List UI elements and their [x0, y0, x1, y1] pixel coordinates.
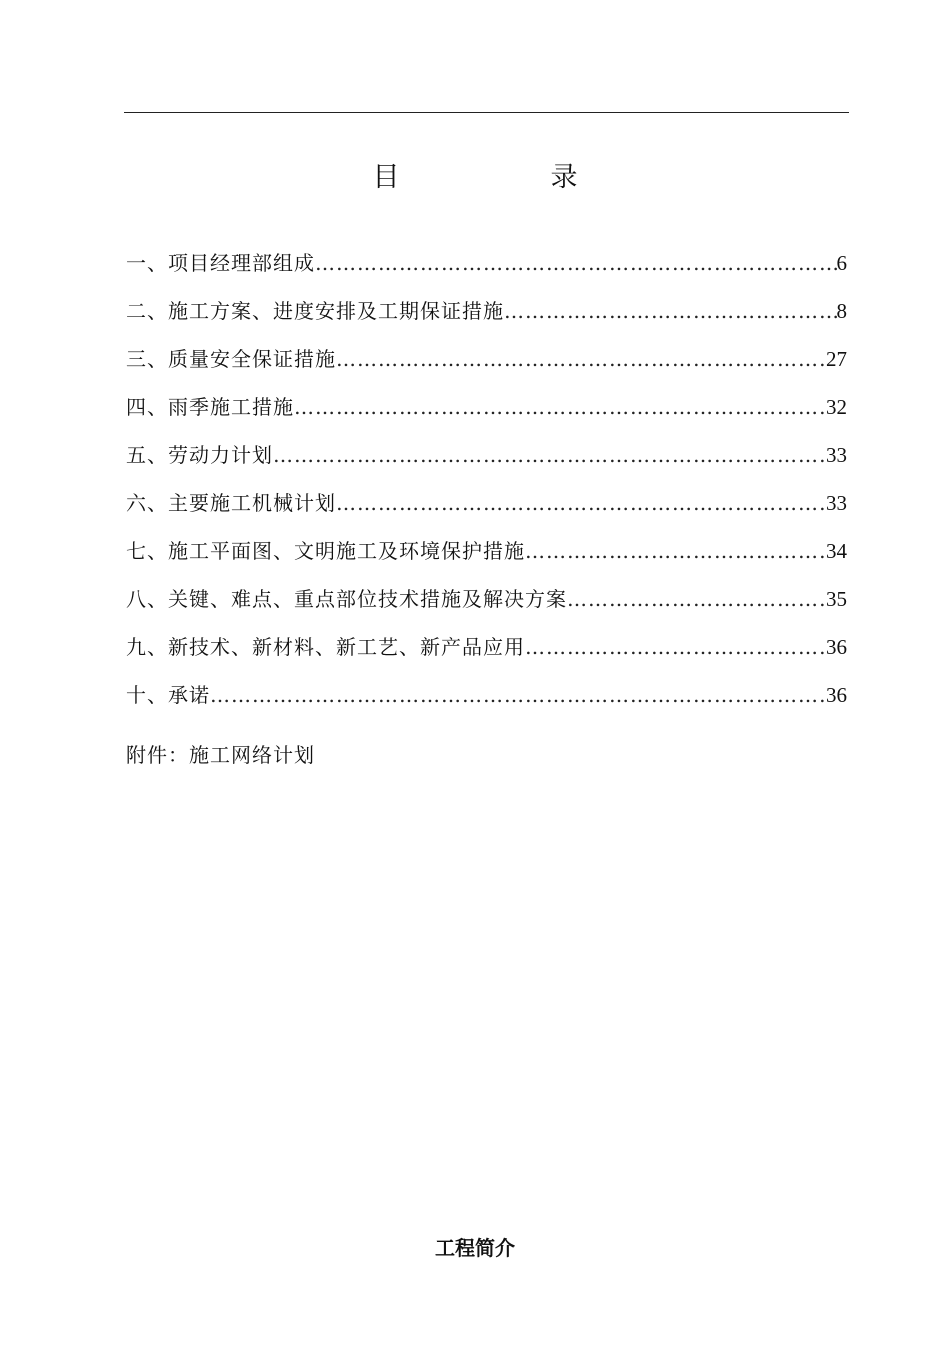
toc-entry[interactable] — [126, 291, 847, 339]
toc-entry-page: 36 — [826, 635, 847, 659]
toc-entry-page: 33 — [826, 491, 847, 515]
toc-dot-leader — [315, 243, 837, 283]
toc-appendix: 附件：施工网络计划 — [126, 743, 315, 767]
toc-dot-leader — [504, 291, 837, 331]
toc-entry[interactable] — [126, 531, 847, 579]
toc-entry[interactable] — [126, 243, 847, 291]
toc-entry-page: 33 — [826, 443, 847, 467]
toc-entry-label: 八、关键、难点、重点部位技术措施及解决方案 — [126, 587, 567, 611]
toc-entry-label: 九、新技术、新材料、新工艺、新产品应用 — [126, 635, 525, 659]
toc-entry-label: 四、雨季施工措施 — [126, 395, 294, 419]
toc-entry[interactable] — [126, 435, 847, 483]
toc-entry-label: 三、质量安全保证措施 — [126, 347, 336, 371]
toc-entry-page: 32 — [826, 395, 847, 419]
toc-title: 目 录 — [372, 162, 640, 193]
toc-dot-leader — [273, 435, 826, 475]
toc-dot-leader — [294, 387, 826, 427]
toc-entry-label: 一、项目经理部组成 — [126, 251, 315, 275]
toc-entry[interactable] — [126, 339, 847, 387]
toc-entry[interactable] — [126, 579, 847, 627]
toc-entry-label: 十、承诺 — [126, 683, 210, 707]
toc-dot-leader — [336, 483, 826, 523]
toc-entry-page: 27 — [826, 347, 847, 371]
toc-entry-page: 6 — [836, 251, 847, 275]
toc-entry-label: 二、施工方案、进度安排及工期保证措施 — [126, 299, 504, 323]
toc-entry[interactable] — [126, 483, 847, 531]
section-heading: 工程简介 — [435, 1236, 515, 1260]
toc-entry-page: 34 — [826, 539, 847, 563]
toc-entry-page: 35 — [826, 587, 847, 611]
toc-dot-leader — [336, 339, 826, 379]
toc-entry-page: 36 — [826, 683, 847, 707]
header-rule — [124, 112, 849, 113]
toc-entry[interactable] — [126, 675, 847, 723]
toc-dot-leader — [567, 579, 826, 619]
toc-entry-label: 五、劳动力计划 — [126, 443, 273, 467]
toc-entry[interactable] — [126, 387, 847, 435]
toc-dot-leader — [525, 531, 826, 571]
toc-entry-label: 七、施工平面图、文明施工及环境保护措施 — [126, 539, 525, 563]
toc-entry-label: 六、主要施工机械计划 — [126, 491, 336, 515]
toc-entry-page: 8 — [836, 299, 847, 323]
toc-entry[interactable] — [126, 627, 847, 675]
toc-dot-leader — [525, 627, 826, 667]
table-of-contents — [126, 243, 847, 723]
toc-dot-leader — [210, 675, 826, 715]
